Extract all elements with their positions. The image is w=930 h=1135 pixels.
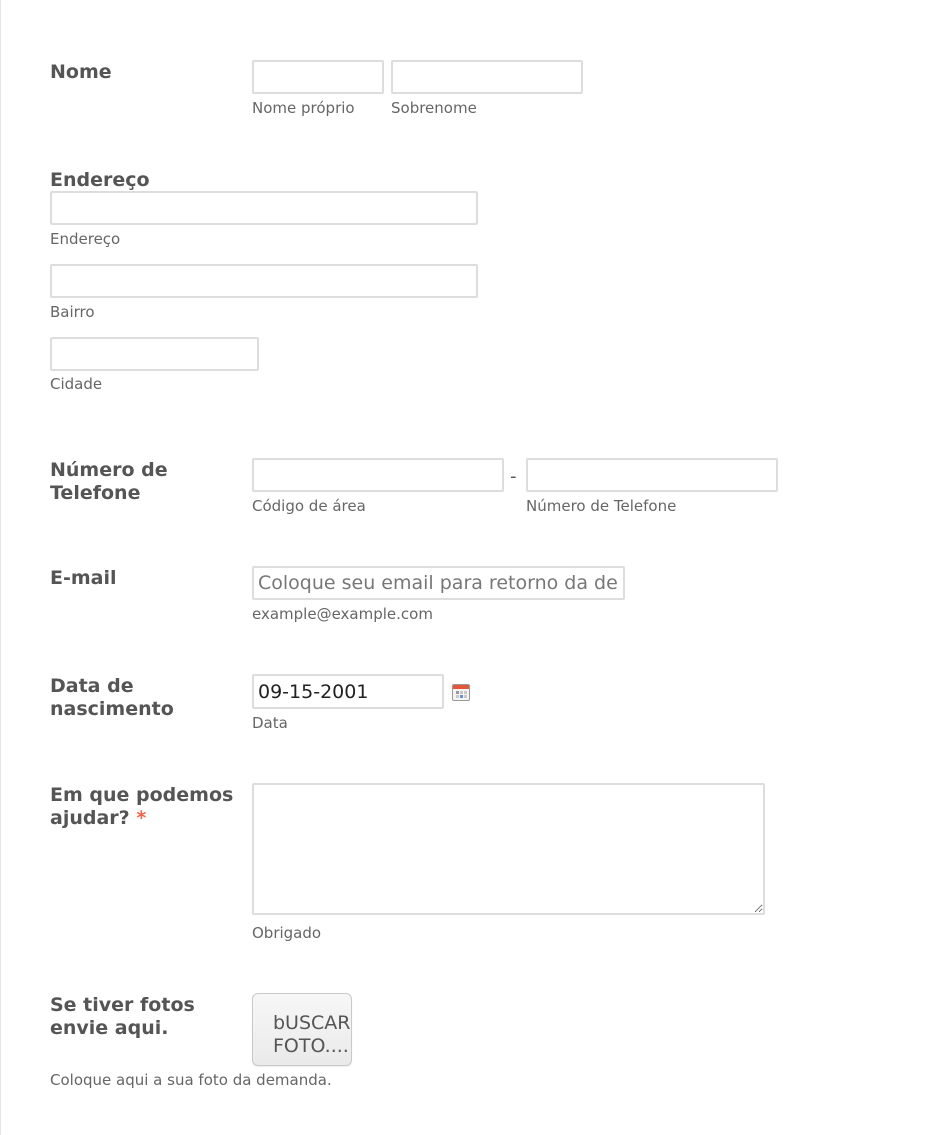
page-left-border [0, 0, 1, 1135]
first-name-sublabel: Nome próprio [252, 99, 355, 117]
birthdate-label-line2: nascimento [50, 698, 174, 720]
birthdate-input[interactable] [252, 674, 444, 709]
name-label: Nome [50, 61, 112, 83]
birthdate-label [50, 675, 174, 721]
help-textarea[interactable] [252, 783, 765, 915]
birthdate-sublabel: Data [252, 714, 288, 732]
city-sublabel: Cidade [50, 375, 103, 393]
email-label: E-mail [50, 567, 117, 589]
photo-label-line2: envie aqui. [50, 1017, 169, 1039]
area-code-sublabel: Código de área [252, 497, 366, 515]
calendar-icon[interactable] [452, 684, 470, 701]
address-label: Endereço [50, 169, 150, 191]
phone-number-sublabel: Número de Telefone [526, 497, 677, 515]
photo-sublabel: Coloque aqui a sua foto da demanda. [50, 1071, 332, 1089]
help-label [50, 784, 233, 830]
help-sublabel: Obrigado [252, 924, 322, 942]
district-input[interactable] [50, 264, 478, 298]
photo-label-line1: Se tiver fotos [50, 994, 195, 1016]
city-input[interactable] [50, 337, 259, 371]
first-name-input[interactable] [252, 60, 384, 94]
birthdate-label-line1: Data de [50, 675, 134, 697]
upload-button-line2: FOTO.... [273, 1034, 349, 1057]
street-address-sublabel: Endereço [50, 230, 121, 248]
photo-label [50, 994, 195, 1040]
help-label-line2-text: ajudar? [50, 807, 130, 829]
last-name-sublabel: Sobrenome [391, 99, 477, 117]
phone-number-input[interactable] [526, 458, 778, 492]
street-address-input[interactable] [50, 191, 478, 225]
last-name-input[interactable] [391, 60, 583, 94]
phone-separator: - [510, 466, 517, 487]
phone-label [50, 459, 168, 505]
email-input[interactable] [252, 566, 625, 600]
email-sublabel: example@example.com [252, 605, 433, 623]
required-asterisk: * [136, 807, 147, 829]
district-sublabel: Bairro [50, 303, 95, 321]
area-code-input[interactable] [252, 458, 504, 492]
upload-button-line1: bUSCAR [273, 1011, 351, 1034]
phone-label-line2: Telefone [50, 482, 141, 504]
upload-photo-button[interactable] [252, 993, 352, 1066]
phone-label-line1: Número de [50, 459, 168, 481]
help-label-line1: Em que podemos [50, 784, 234, 806]
help-label-line2 [50, 807, 233, 830]
